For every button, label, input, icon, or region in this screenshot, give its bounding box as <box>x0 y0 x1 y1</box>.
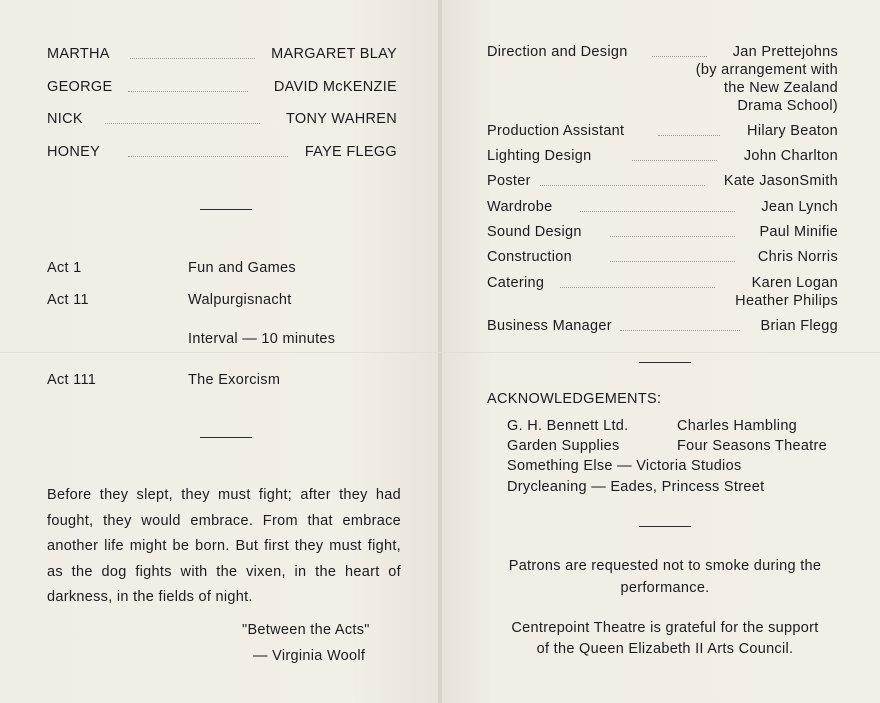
leader-dots <box>540 185 705 186</box>
leader-dots <box>610 236 735 237</box>
act-title: Walpurgisnacht <box>188 292 292 308</box>
leader-dots <box>652 56 707 57</box>
act-number: Act 11 <box>47 292 89 308</box>
cast-role: MARTHA <box>47 46 110 62</box>
crew-name: Jean Lynch <box>761 199 838 215</box>
cast-actor: DAVID McKENZIE <box>273 79 397 95</box>
act-title: Fun and Games <box>188 260 296 276</box>
divider-rule <box>200 437 252 438</box>
crew-name: Karen Logan <box>751 275 838 291</box>
crew-role: Production Assistant <box>487 123 625 139</box>
acknowledgement-item: Something Else — Victoria Studios <box>507 458 742 474</box>
cast-actor: FAYE FLEGG <box>304 144 397 160</box>
crew-role: Catering <box>487 275 545 291</box>
crew-name: John Charlton <box>743 148 838 164</box>
leader-dots <box>620 330 740 331</box>
divider-rule <box>639 526 691 527</box>
acknowledgement-item: Four Seasons Theatre <box>677 438 828 454</box>
leader-dots <box>610 261 735 262</box>
leader-dots <box>580 211 735 212</box>
divider-rule <box>200 209 252 210</box>
act-number: Act 1 <box>47 260 82 276</box>
crew-name: Chris Norris <box>757 249 838 265</box>
crew-name: Hilary Beaton <box>747 123 838 139</box>
interval-note: Interval — 10 minutes <box>188 331 336 347</box>
crew-name: Jan Prettejohns <box>732 44 838 60</box>
epigraph-author: — Virginia Woolf <box>253 648 366 664</box>
acknowledgement-item: G. H. Bennett Ltd. <box>507 418 629 434</box>
support-notice-line: Centrepoint Theatre is grateful for the support <box>511 620 819 636</box>
cast-role: HONEY <box>47 144 101 160</box>
epigraph-source: "Between the Acts" <box>242 622 370 638</box>
smoking-notice-line: Patrons are requested not to smoke during the <box>508 558 822 574</box>
leader-dots <box>128 156 288 157</box>
crew-role: Direction and Design <box>487 44 628 60</box>
crew-role: Business Manager <box>487 318 612 334</box>
crew-name: Kate JasonSmith <box>723 173 838 189</box>
leader-dots <box>130 58 255 59</box>
crew-role: Sound Design <box>487 224 582 240</box>
acknowledgement-item: Drycleaning — Eades, Princess Street <box>507 479 765 495</box>
crew-role: Construction <box>487 249 572 265</box>
leader-dots <box>128 91 248 92</box>
crew-name: the New Zealand <box>723 80 838 96</box>
crew-name: Drama School) <box>737 98 838 114</box>
cast-role: GEORGE <box>47 79 113 95</box>
crew-name: Heather Philips <box>735 293 838 309</box>
crew-role: Poster <box>487 173 531 189</box>
act-number: Act 111 <box>47 372 97 388</box>
epigraph-quote: Before they slept, they must fight; after they had fought, they would embrace. From that embrace another life might be born. But first they must fight, as the dog fights with the vixen, in the heart of darkness, in the fields of night. <box>47 487 401 605</box>
leader-dots <box>105 123 260 124</box>
act-title: The Exorcism <box>188 372 281 388</box>
horizontal-crease <box>0 352 880 353</box>
leader-dots <box>632 160 717 161</box>
support-notice-line: of the Queen Elizabeth II Arts Council. <box>536 641 794 657</box>
acknowledgement-item: Charles Hambling <box>677 418 798 434</box>
cast-role: NICK <box>47 111 83 127</box>
crew-name: Brian Flegg <box>760 318 838 334</box>
cast-actor: MARGARET BLAY <box>271 46 397 62</box>
cast-actor: TONY WAHREN <box>286 111 397 127</box>
crew-role: Lighting Design <box>487 148 592 164</box>
leader-dots <box>560 287 715 288</box>
leader-dots <box>658 135 720 136</box>
crew-role: Wardrobe <box>487 199 553 215</box>
smoking-notice-line: performance. <box>620 580 710 596</box>
crew-name: Paul Minifie <box>759 224 838 240</box>
acknowledgements-heading: ACKNOWLEDGEMENTS: <box>487 391 662 407</box>
crew-name: (by arrangement with <box>695 62 838 78</box>
divider-rule <box>639 362 691 363</box>
acknowledgement-item: Garden Supplies <box>507 438 620 454</box>
